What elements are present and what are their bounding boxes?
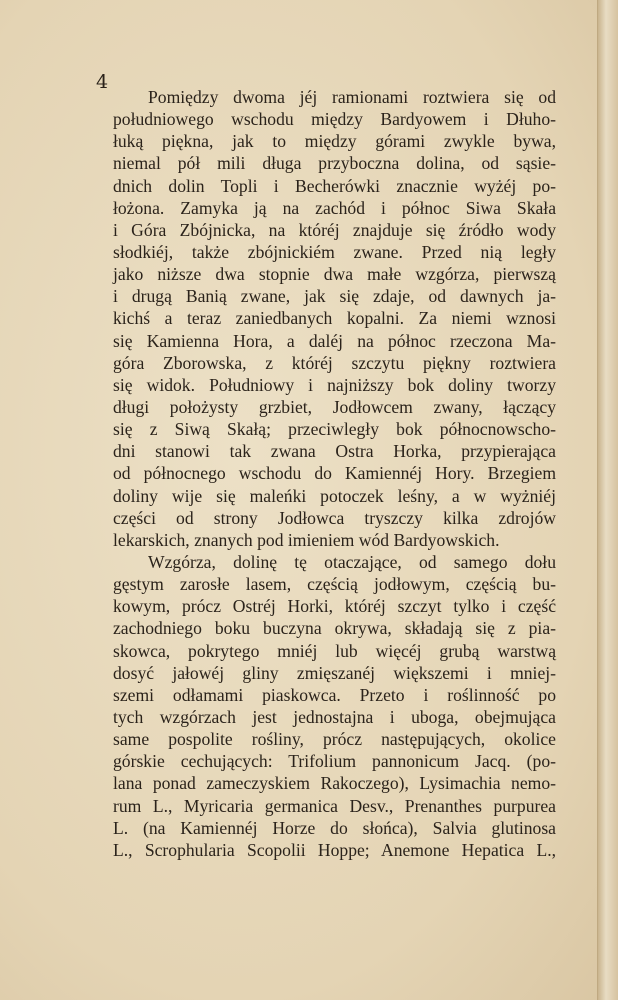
text-line: dosyć jałowéj gliny zmięszanéj większemi i mniej- <box>113 662 556 683</box>
text-line: i drugą Banią zwane, jak się zdaje, od dawnych ja- <box>113 286 556 307</box>
text-line: kichś a teraz zaniedbanych kopalni. Za niemi wznosi <box>113 308 556 329</box>
text-line: gęstym zarosłe lasem, częścią jodłowym, częścią bu- <box>113 574 556 595</box>
text-line: długi położysty grzbiet, Jodłowcem zwany, łączący <box>113 396 556 417</box>
text-line: od północnego wschodu do Kamiennéj Hory. Brzegiem <box>113 463 556 484</box>
text-line: się widok. Południowy i najniższy bok doliny tworzy <box>113 374 556 395</box>
text-line: szemi odłamami piaskowca. Przeto i roślinność po <box>113 684 556 705</box>
text-line: się Kamienna Hora, a daléj na północ rzeczona Ma- <box>113 330 556 351</box>
text-line: doliny wije się maleńki potoczek leśny, a w wyżniéj <box>113 485 556 506</box>
text-line: L., Scrophularia Scopolii Hoppe; Anemone Hepatica L., <box>113 839 556 860</box>
text-line: tych wzgórzach jest jednostajna i uboga, obejmująca <box>113 706 556 727</box>
text-line: L. (na Kamiennéj Horze do słońca), Salvia glutinosa <box>113 817 556 838</box>
text-line: lana ponad zameczyskiem Rakoczego), Lysimachia nemo- <box>113 773 556 794</box>
page-number: 4 <box>96 71 109 93</box>
body-text <box>113 86 556 861</box>
text-line: Pomiędzy dwoma jéj ramionami roztwiera się od <box>148 87 556 107</box>
text-line: górskie cechujących: Trifolium pannonicum Jacq. (po- <box>113 751 556 772</box>
text-line: łuką piękna, jak to między górami zwykle bywa, <box>113 131 556 152</box>
text-line: łożona. Zamyka ją na zachód i północ Siwa Skała <box>113 197 556 218</box>
text-line: zachodniego boku buczyna okrywa, składają się z pia- <box>113 618 556 639</box>
text-line: się z Siwą Skałą; przeciwległy bok północnowscho- <box>113 419 556 440</box>
text-line: dni stanowi tak zwana Ostra Horka, przypierająca <box>113 441 556 462</box>
text-line: części od strony Jodłowca tryszczy kilka zdrojów <box>113 507 556 528</box>
text-line: Wzgórza, dolinę tę otaczające, od samego dołu <box>148 551 556 572</box>
text-line: i Góra Zbójnicka, na któréj znajduje się źródło wody <box>113 219 556 240</box>
text-line: południowego wschodu między Bardyowem i Dłuho- <box>113 109 556 130</box>
text-line: słodkiéj, także zbójnickiém zwane. Przed nią legły <box>113 241 556 262</box>
text-line: dnich dolin Topli i Becherówki znacznie wyżéj po- <box>113 175 556 196</box>
text-line: rum L., Myricaria germanica Desv., Prenanthes purpurea <box>113 795 556 816</box>
text-line: niemal pół mili długa przyboczna dolina, od sąsie- <box>113 153 556 174</box>
text-line: kowym, prócz Ostréj Horki, któréj szczyt tylko i część <box>113 596 556 617</box>
text-line: góra Zborowska, z któréj szczytu piękny roztwiera <box>113 352 556 373</box>
text-line: jako niższe dwa stopnie dwa małe wzgórza, pierwszą <box>113 264 556 285</box>
text-line: skowca, pokrytego mniéj lub więcéj grubą warstwą <box>113 640 556 661</box>
text-line: lekarskich, znanych pod imieniem wód Bardyowskich. <box>113 529 500 550</box>
page-gutter <box>597 0 618 1000</box>
text-line: same pospolite rośliny, prócz następujących, okolice <box>113 729 556 750</box>
